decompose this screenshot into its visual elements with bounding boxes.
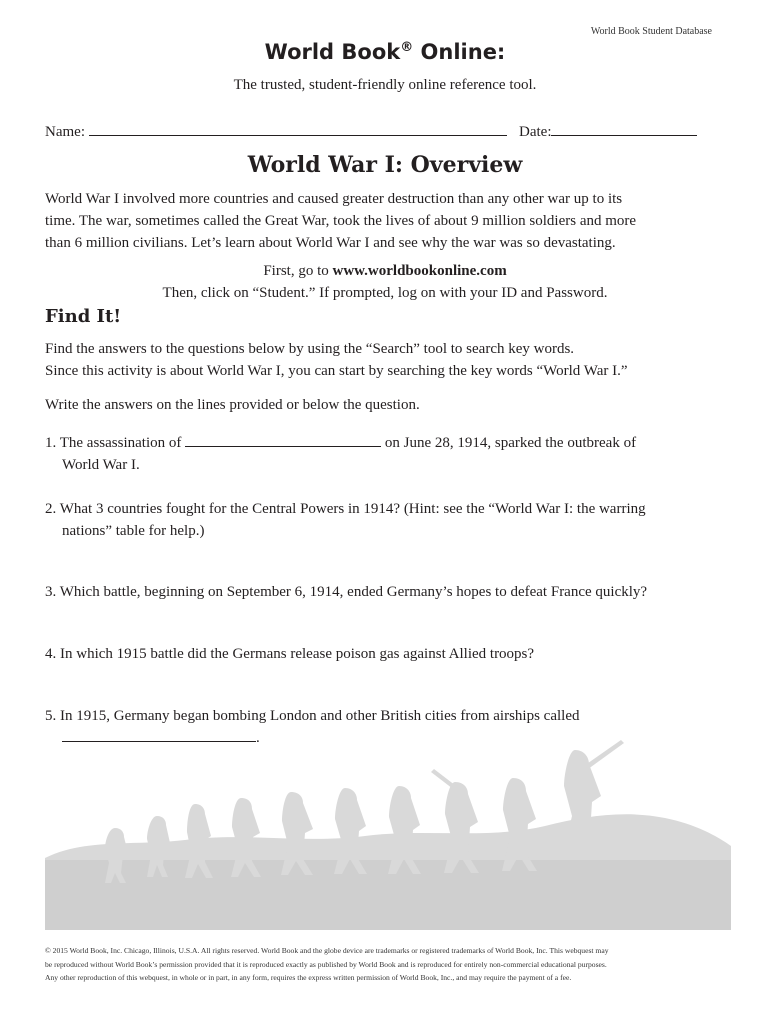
- name-field-row: [45, 121, 507, 141]
- find-it-line-1: Find the answers to the questions below by using the “Search” tool to search key words.: [45, 341, 575, 357]
- database-label: World Book Student Database: [590, 26, 712, 37]
- question-3: 3. Which battle, beginning on September 6, 1914, ended Germany’s hopes to defeat France quickly?: [45, 584, 648, 600]
- silhouette-group: [45, 740, 731, 930]
- registered-mark: ®: [400, 40, 414, 55]
- page-subtitle: The trusted, student-friendly online reference tool.: [233, 77, 537, 93]
- question-4: 4. In which 1915 battle did the Germans release poison gas against Allied troops?: [45, 646, 535, 662]
- name-label: Name:: [45, 124, 85, 140]
- question-5-part-a: 5. In 1915, Germany began bombing London and other British cities from airships called: [45, 708, 580, 724]
- copyright-footer: [45, 944, 735, 985]
- question-2-part-a: 2. What 3 countries fought for the Central Powers in 1914? (Hint: see the “World War I: the warring: [45, 501, 646, 517]
- soldiers-silhouette-illustration: [45, 728, 731, 930]
- instruction-then: Then, click on “Student.” If prompted, log on with your ID and Password.: [162, 285, 608, 301]
- find-it-line-3: Write the answers on the lines provided or below the question.: [45, 397, 420, 413]
- overview-line-1: World War I involved more countries and caused greater destruction than any other war up to its: [45, 191, 623, 207]
- overview-line-2: time. The war, sometimes called the Great War, took the lives of about 9 million soldiers and more: [45, 213, 637, 229]
- date-line[interactable]: [551, 121, 697, 136]
- section-heading-overview: World War I: Overview: [247, 152, 523, 178]
- title-text: World Book: [264, 40, 401, 64]
- question-5-end: .: [256, 730, 260, 746]
- ground-band: [45, 860, 731, 930]
- page-title: [0, 40, 770, 64]
- question-1: [45, 432, 735, 476]
- instruction-first: [0, 260, 770, 282]
- section-heading-find-it: Find It!: [45, 306, 122, 327]
- footer-line-3: Any other reproduction of this webquest, in whole or in part, in any form, requires the express written permission of World Book, Inc., and may require the payment of a fee.: [45, 973, 572, 982]
- date-label: Date:: [519, 124, 552, 140]
- rifle-1: [581, 740, 624, 772]
- overview-paragraph: [45, 188, 735, 254]
- answer-line-1[interactable]: [185, 432, 381, 447]
- date-field-row: [519, 121, 697, 141]
- find-it-instructions: [45, 338, 735, 382]
- rifle-2: [431, 769, 460, 792]
- footer-line-2: be reproduced without World Book’s permission provided that it is reproduced exactly as published by World Book and is reproduced for entirely non-commercial educational purposes.: [45, 959, 607, 969]
- footer-line-1: © 2015 World Book, Inc. Chicago, Illinois, U.S.A. All rights reserved. World Book and the globe device are trademarks or registered trademarks of World Book, Inc. This webquest may: [45, 946, 609, 955]
- name-line[interactable]: [89, 121, 507, 136]
- question-2-part-b: nations” table for help.): [62, 523, 205, 539]
- question-2: [45, 498, 735, 542]
- title-suffix: Online:: [413, 40, 506, 64]
- overview-line-3: than 6 million civilians. Let’s learn about World War I and see why the war was so devastating.: [45, 235, 616, 251]
- find-it-line-2: Since this activity is about World War I, you can start by searching the key words “World War I.”: [45, 363, 628, 379]
- question-1-part-c: World War I.: [62, 457, 140, 473]
- website-link[interactable]: www.worldbookonline.com: [332, 263, 507, 279]
- question-1-part-a: 1. The assassination of: [45, 435, 186, 451]
- question-1-part-b: on June 28, 1914, sparked the outbreak of: [381, 435, 637, 451]
- first-prefix: First, go to: [263, 263, 333, 279]
